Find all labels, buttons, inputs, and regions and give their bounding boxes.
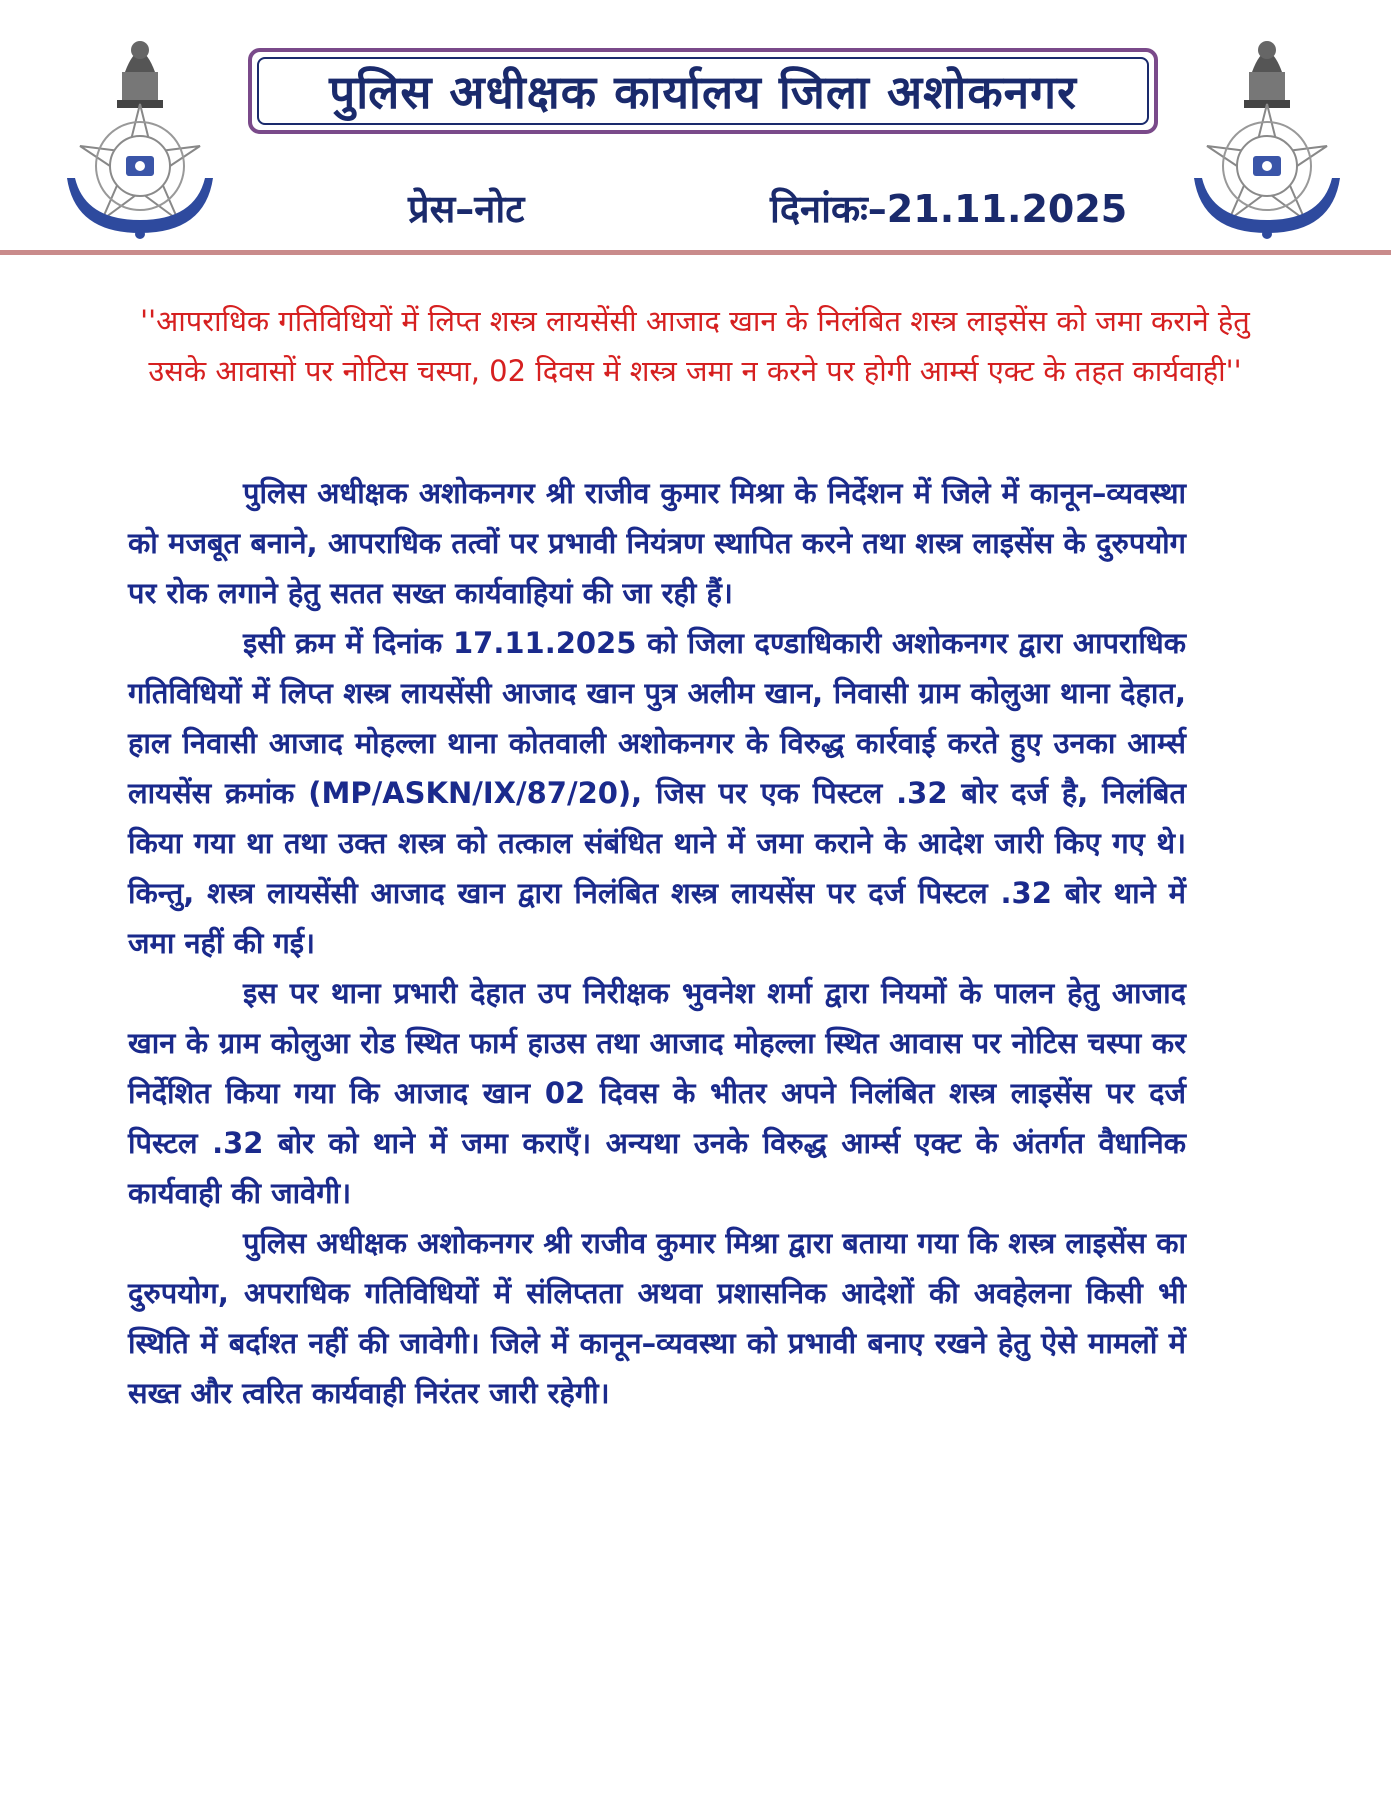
mp-police-emblem-icon bbox=[1182, 28, 1352, 248]
office-title: पुलिस अधीक्षक कार्यालय जिला अशोकनगर bbox=[329, 65, 1077, 119]
date-label: दिनांकः–21.11.2025 bbox=[770, 187, 1128, 231]
body-text bbox=[128, 468, 1186, 1418]
paragraph: पुलिस अधीक्षक अशोकनगर श्री राजीव कुमार मिश्रा के निर्देशन में जिले में कानून–व्यवस्था को मजबूत बनाने, आपराधिक तत्वों पर प्रभावी नियंत्रण स्थापित करने तथा शस्त्र लाइसेंस के दुरुपयोग पर रोक लगाने हेतु सतत सख्त कार्यवाहियां की जा रही हैं। bbox=[128, 476, 1186, 610]
paragraph: इसी क्रम में दिनांक 17.11.2025 को जिला दण्डाधिकारी अशोकनगर द्वारा आपराधिक गतिविधियों में लिप्त शस्त्र लायसेंसी आजाद खान पुत्र अलीम खान, निवासी ग्राम कोलुआ थाना देहात, हाल निवासी आजाद मोहल्ला थाना कोतवाली अशोकनगर के विरुद्ध कार्रवाई करते हुए उनका आर्म्स लायसेंस क्रमांक (MP/ASKN/IX/87/20), जिस पर एक पिस्टल .32 बोर दर्ज है, निलंबित किया गया था तथा उक्त शस्त्र को तत्काल संबंधित थाने में जमा कराने के आदेश जारी किए गए थे। किन्तु, शस्त्र लायसेंसी आजाद खान द्वारा निलंबित शस्त्र लायसेंस पर दर्ज पिस्टल .32 बोर थाने में जमा नहीं की गई। bbox=[128, 626, 1186, 960]
paragraph: इस पर थाना प्रभारी देहात उप निरीक्षक भुवनेश शर्मा द्वारा नियमों के पालन हेतु आजाद खान के ग्राम कोलुआ रोड स्थित फार्म हाउस तथा आजाद मोहल्ला स्थित आवास पर नोटिस चस्पा कर निर्देशित किया गया कि आजाद खान 02 दिवस के भीतर अपने निलंबित शस्त्र लाइसेंस पर दर्ज पिस्टल .32 बोर को थाने में जमा कराएँ। अन्यथा उनके विरुद्ध आर्म्स एक्ट के अंतर्गत वैधानिक कार्यवाही की जावेगी। bbox=[128, 976, 1186, 1210]
paragraph: पुलिस अधीक्षक अशोकनगर श्री राजीव कुमार मिश्रा द्वारा बताया गया कि शस्त्र लाइसेंस का दुरुपयोग, अपराधिक गतिविधियों में संलिप्तता अथवा प्रशासनिक आदेशों की अवहेलना किसी भी स्थिति में बर्दाश्त नहीं की जावेगी। जिले में कानून–व्यवस्था को प्रभावी बनाए रखने हेतु ऐसे मामलों में सख्त और त्वरित कार्यवाही निरंतर जारी रहेगी। bbox=[128, 1226, 1186, 1410]
header-divider bbox=[0, 250, 1391, 255]
headline: ''आपराधिक गतिविधियों में लिप्त शस्त्र लायसेंसी आजाद खान के निलंबित शस्त्र लाइसेंस को जमा कराने हेतु उसके आवासों पर नोटिस चस्पा, 02 दिवस में शस्त्र जमा न करने पर होगी आर्म्स एक्ट के तहत कार्यवाही'' bbox=[140, 304, 1250, 388]
title-box bbox=[248, 48, 1158, 134]
mp-police-emblem-icon bbox=[55, 28, 225, 248]
press-note-label: प्रेस–नोट bbox=[408, 187, 525, 231]
